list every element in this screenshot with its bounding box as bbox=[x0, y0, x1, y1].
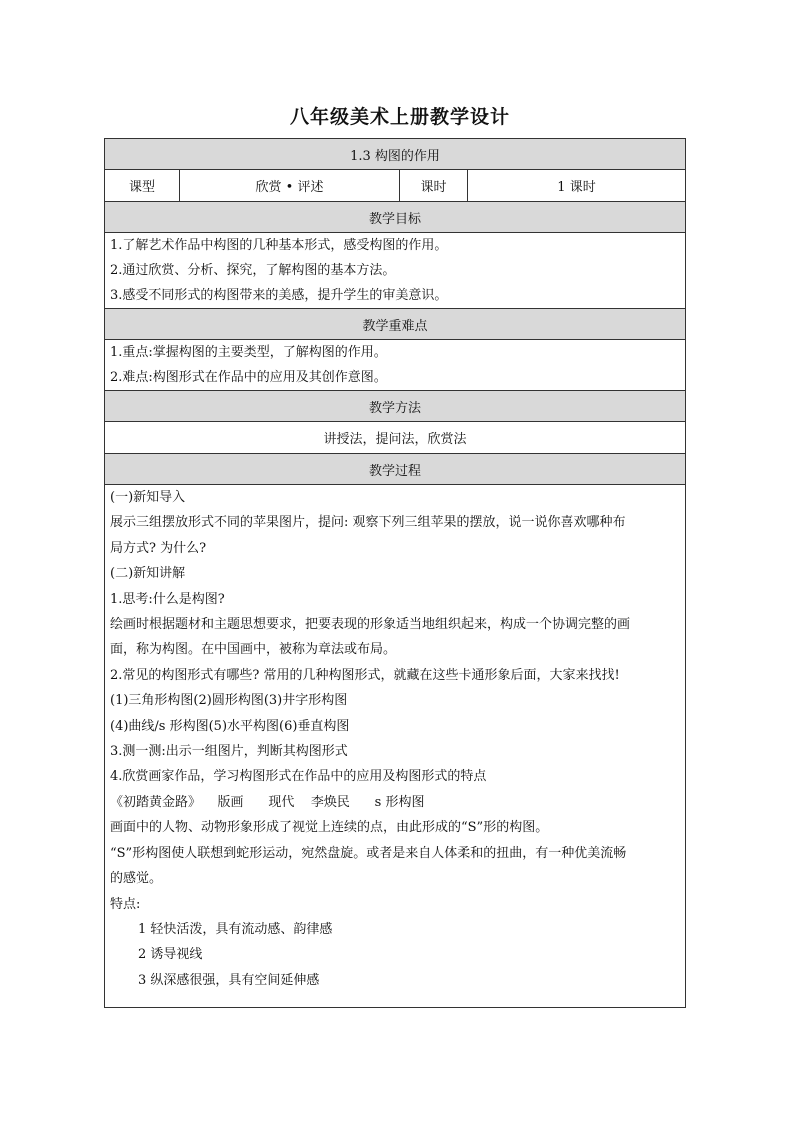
lesson-title: 1.3 构图的作用 bbox=[105, 139, 686, 170]
process-line: 绘画时根据题材和主题思想要求，把要表现的形象适当地组织起来，构成一个协调完整的画 bbox=[110, 617, 631, 633]
lesson-meta-row bbox=[105, 170, 686, 202]
key-points-row bbox=[105, 340, 686, 391]
goals-list bbox=[105, 233, 686, 309]
goal-item: 2.通过欣赏、分析、探究，了解构图的基本方法。 bbox=[110, 263, 396, 278]
methods-header-row bbox=[105, 391, 686, 422]
process-line: 3.测一测:出示一组图片，判断其构图形式 bbox=[110, 744, 348, 760]
key-point-item: 1.重点:掌握构图的主要类型，了解构图的作用。 bbox=[110, 345, 387, 360]
feature-item: 2 诱导视线 bbox=[138, 947, 203, 963]
goal-item: 3.感受不同形式的构图带来的美感，提升学生的审美意识。 bbox=[110, 288, 448, 303]
process-line: 画面中的人物、动物形象形成了视觉上连续的点，由此形成的“S”形的构图。 bbox=[110, 820, 549, 836]
process-line: 的感觉。 bbox=[110, 871, 163, 887]
process-line: (4)曲线/s 形构图(5)水平构图(6)垂直构图 bbox=[110, 718, 350, 734]
process-line: 4.欣赏画家作品，学习构图形式在作品中的应用及构图形式的特点 bbox=[110, 769, 487, 785]
process-body bbox=[105, 485, 686, 1008]
page-title: 八年级美术上册教学设计 bbox=[289, 106, 510, 128]
process-line: (二)新知讲解 bbox=[110, 566, 186, 582]
lesson-hours-label: 课时 bbox=[400, 170, 468, 202]
process-row bbox=[105, 485, 686, 1008]
goal-item: 1.了解艺术作品中构图的几种基本形式，感受构图的作用。 bbox=[110, 238, 448, 253]
methods-value: 讲授法，提问法，欣赏法 bbox=[105, 422, 686, 454]
goals-header: 教学目标 bbox=[105, 202, 686, 233]
lesson-title-row bbox=[105, 139, 686, 170]
process-line: 1.思考:什么是构图? bbox=[110, 591, 225, 607]
goals-row bbox=[105, 233, 686, 309]
lesson-hours-value: 1 课时 bbox=[468, 170, 686, 202]
lesson-type-value: 欣赏 • 评述 bbox=[180, 170, 400, 202]
methods-header: 教学方法 bbox=[105, 391, 686, 422]
process-line: 局方式? 为什么? bbox=[110, 540, 207, 556]
process-line: “S”形构图使人联想到蛇形运动，宛然盘旋。或者是来自人体柔和的扭曲，有一种优美流畅 bbox=[110, 845, 627, 861]
lesson-plan-table bbox=[104, 138, 686, 1008]
process-header-row bbox=[105, 454, 686, 485]
process-line: 2.常见的构图形式有哪些? 常用的几种构图形式，就藏在这些卡通形象后面，大家来找找! bbox=[110, 667, 620, 683]
process-line: 特点: bbox=[110, 896, 141, 912]
feature-item: 1 轻快活泼，具有流动感、韵律感 bbox=[138, 921, 333, 937]
process-line: 面，称为构图。在中国画中，被称为章法或布局。 bbox=[110, 642, 397, 658]
process-header: 教学过程 bbox=[105, 454, 686, 485]
goals-header-row bbox=[105, 202, 686, 233]
process-line: (一)新知导入 bbox=[110, 490, 186, 505]
feature-item: 3 纵深感很强，具有空间延伸感 bbox=[138, 972, 320, 988]
key-points-header-row bbox=[105, 309, 686, 340]
process-line: (1)三角形构图(2)圆形构图(3)井字形构图 bbox=[110, 693, 348, 709]
process-line: 展示三组摆放形式不同的苹果图片，提问: 观察下列三组苹果的摆放，说一说你喜欢哪种布 bbox=[110, 515, 626, 531]
key-point-item: 2.难点:构图形式在作品中的应用及其创作意图。 bbox=[110, 370, 387, 385]
lesson-type-label: 课型 bbox=[105, 170, 180, 202]
process-line: 《初踏黄金路》 版画 现代 李焕民 s 形构图 bbox=[110, 794, 425, 810]
key-points-list bbox=[105, 340, 686, 391]
key-points-header: 教学重难点 bbox=[105, 309, 686, 340]
methods-row bbox=[105, 422, 686, 454]
